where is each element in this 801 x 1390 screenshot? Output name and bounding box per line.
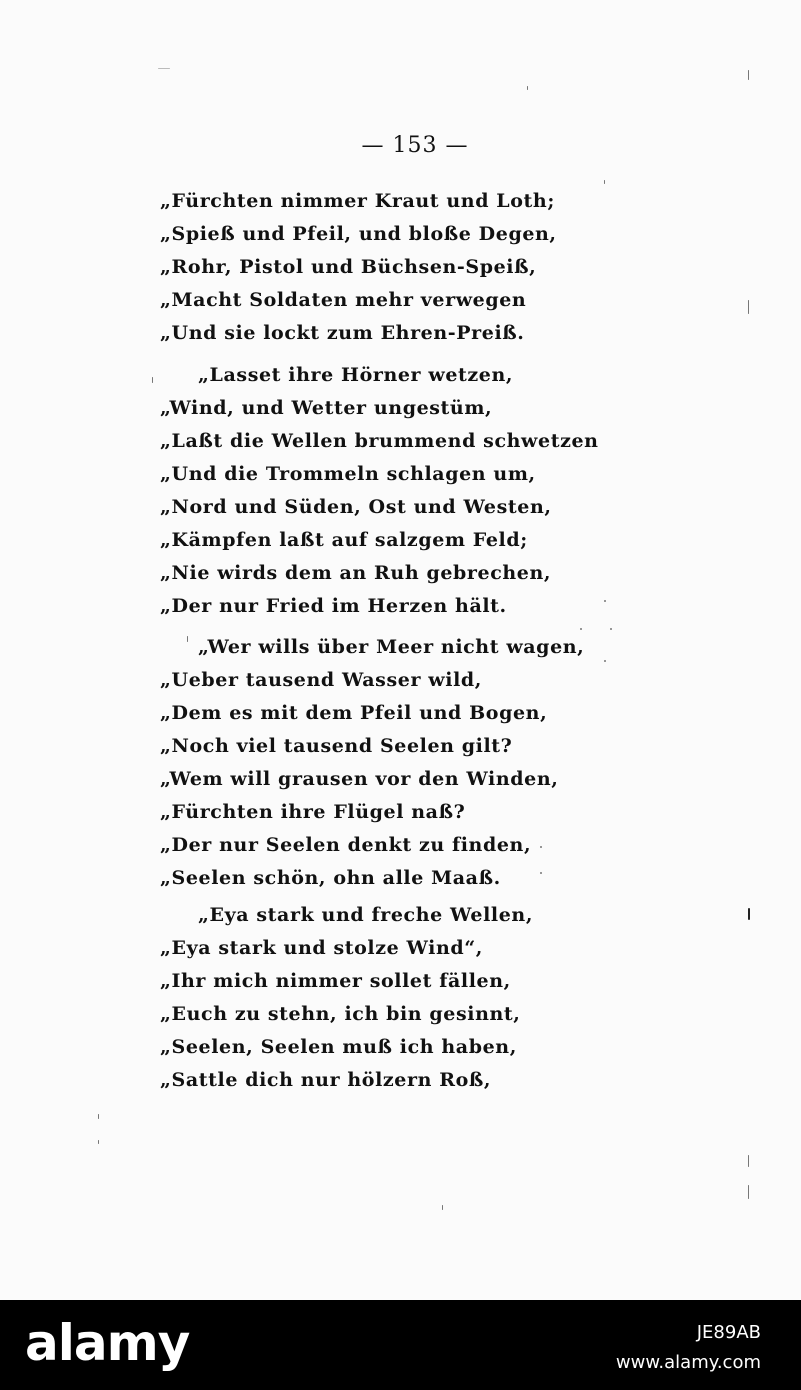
- scan-speck: [610, 628, 612, 630]
- scan-speck: [580, 628, 582, 630]
- verse-line: „Fürchten ihre Flügel naß?: [160, 801, 466, 823]
- verse-line: „Wem will grausen vor den Winden,: [160, 768, 559, 790]
- verse-line: „Dem es mit dem Pfeil und Bogen,: [160, 702, 548, 724]
- verse-line: „Ueber tausend Wasser wild,: [160, 669, 482, 691]
- verse-line: „Macht Soldaten mehr verwegen: [160, 289, 527, 311]
- verse-line: „Laßt die Wellen brummend schwetzen: [160, 430, 599, 452]
- scan-speck: [748, 300, 749, 314]
- image-id: JE89AB: [696, 1322, 761, 1343]
- verse-line: „Noch viel tausend Seelen gilt?: [160, 735, 513, 757]
- verse-line: „Rohr, Pistol und Büchsen-Speiß,: [160, 256, 537, 278]
- verse-line: „Spieß und Pfeil, und bloße Degen,: [160, 223, 557, 245]
- verse-line: „Und sie lockt zum Ehren-Preiß.: [160, 322, 525, 344]
- scan-speck: [748, 1155, 749, 1167]
- verse-line: „Nord und Süden, Ost und Westen,: [160, 496, 552, 518]
- scan-speck: [604, 600, 606, 602]
- watermark-footer: [0, 1300, 801, 1390]
- scan-speck: [748, 908, 750, 920]
- scan-speck: [527, 86, 528, 90]
- verse-line: „Seelen, Seelen muß ich haben,: [160, 1036, 517, 1058]
- verse-line: „Eya stark und freche Wellen,: [198, 904, 534, 926]
- verse-line: „Fürchten nimmer Kraut und Loth;: [160, 190, 555, 212]
- verse-line: „Der nur Seelen denkt zu finden,: [160, 834, 532, 856]
- verse-line: „Und die Trommeln schlagen um,: [160, 463, 536, 485]
- verse-line: „Seelen schön, ohn alle Maaß.: [160, 867, 501, 889]
- scan-speck: [187, 636, 188, 642]
- verse-line: „Sattle dich nur hölzern Roß,: [160, 1069, 492, 1091]
- scan-speck: [442, 1205, 443, 1210]
- verse-line: „Wer wills über Meer nicht wagen,: [198, 636, 585, 658]
- verse-line: „Eya stark und stolze Wind“,: [160, 937, 483, 959]
- scan-speck: [540, 872, 542, 874]
- scan-speck: [748, 1185, 749, 1199]
- verse-line: „Euch zu stehn, ich bin gesinnt,: [160, 1003, 521, 1025]
- verse-line: „Kämpfen laßt auf salzgem Feld;: [160, 529, 528, 551]
- scan-speck: [98, 1114, 99, 1119]
- scan-speck: [748, 70, 749, 80]
- verse-line: „Lasset ihre Hörner wetzen,: [198, 364, 514, 386]
- scan-speck: [152, 377, 153, 383]
- scan-speck: [158, 68, 170, 69]
- site-url: www.alamy.com: [615, 1352, 761, 1373]
- scan-speck: [604, 660, 606, 662]
- verse-line: „Nie wirds dem an Ruh gebrechen,: [160, 562, 552, 584]
- verse-line: „Der nur Fried im Herzen hält.: [160, 595, 507, 617]
- scan-speck: [604, 180, 605, 184]
- scan-speck: [540, 846, 542, 848]
- page-number: — 153 —: [361, 133, 469, 158]
- verse-line: „Ihr mich nimmer sollet fällen,: [160, 970, 511, 992]
- scan-speck: [98, 1140, 99, 1144]
- alamy-logo: alamy: [25, 1314, 190, 1372]
- verse-line: „Wind, und Wetter ungestüm,: [160, 397, 493, 419]
